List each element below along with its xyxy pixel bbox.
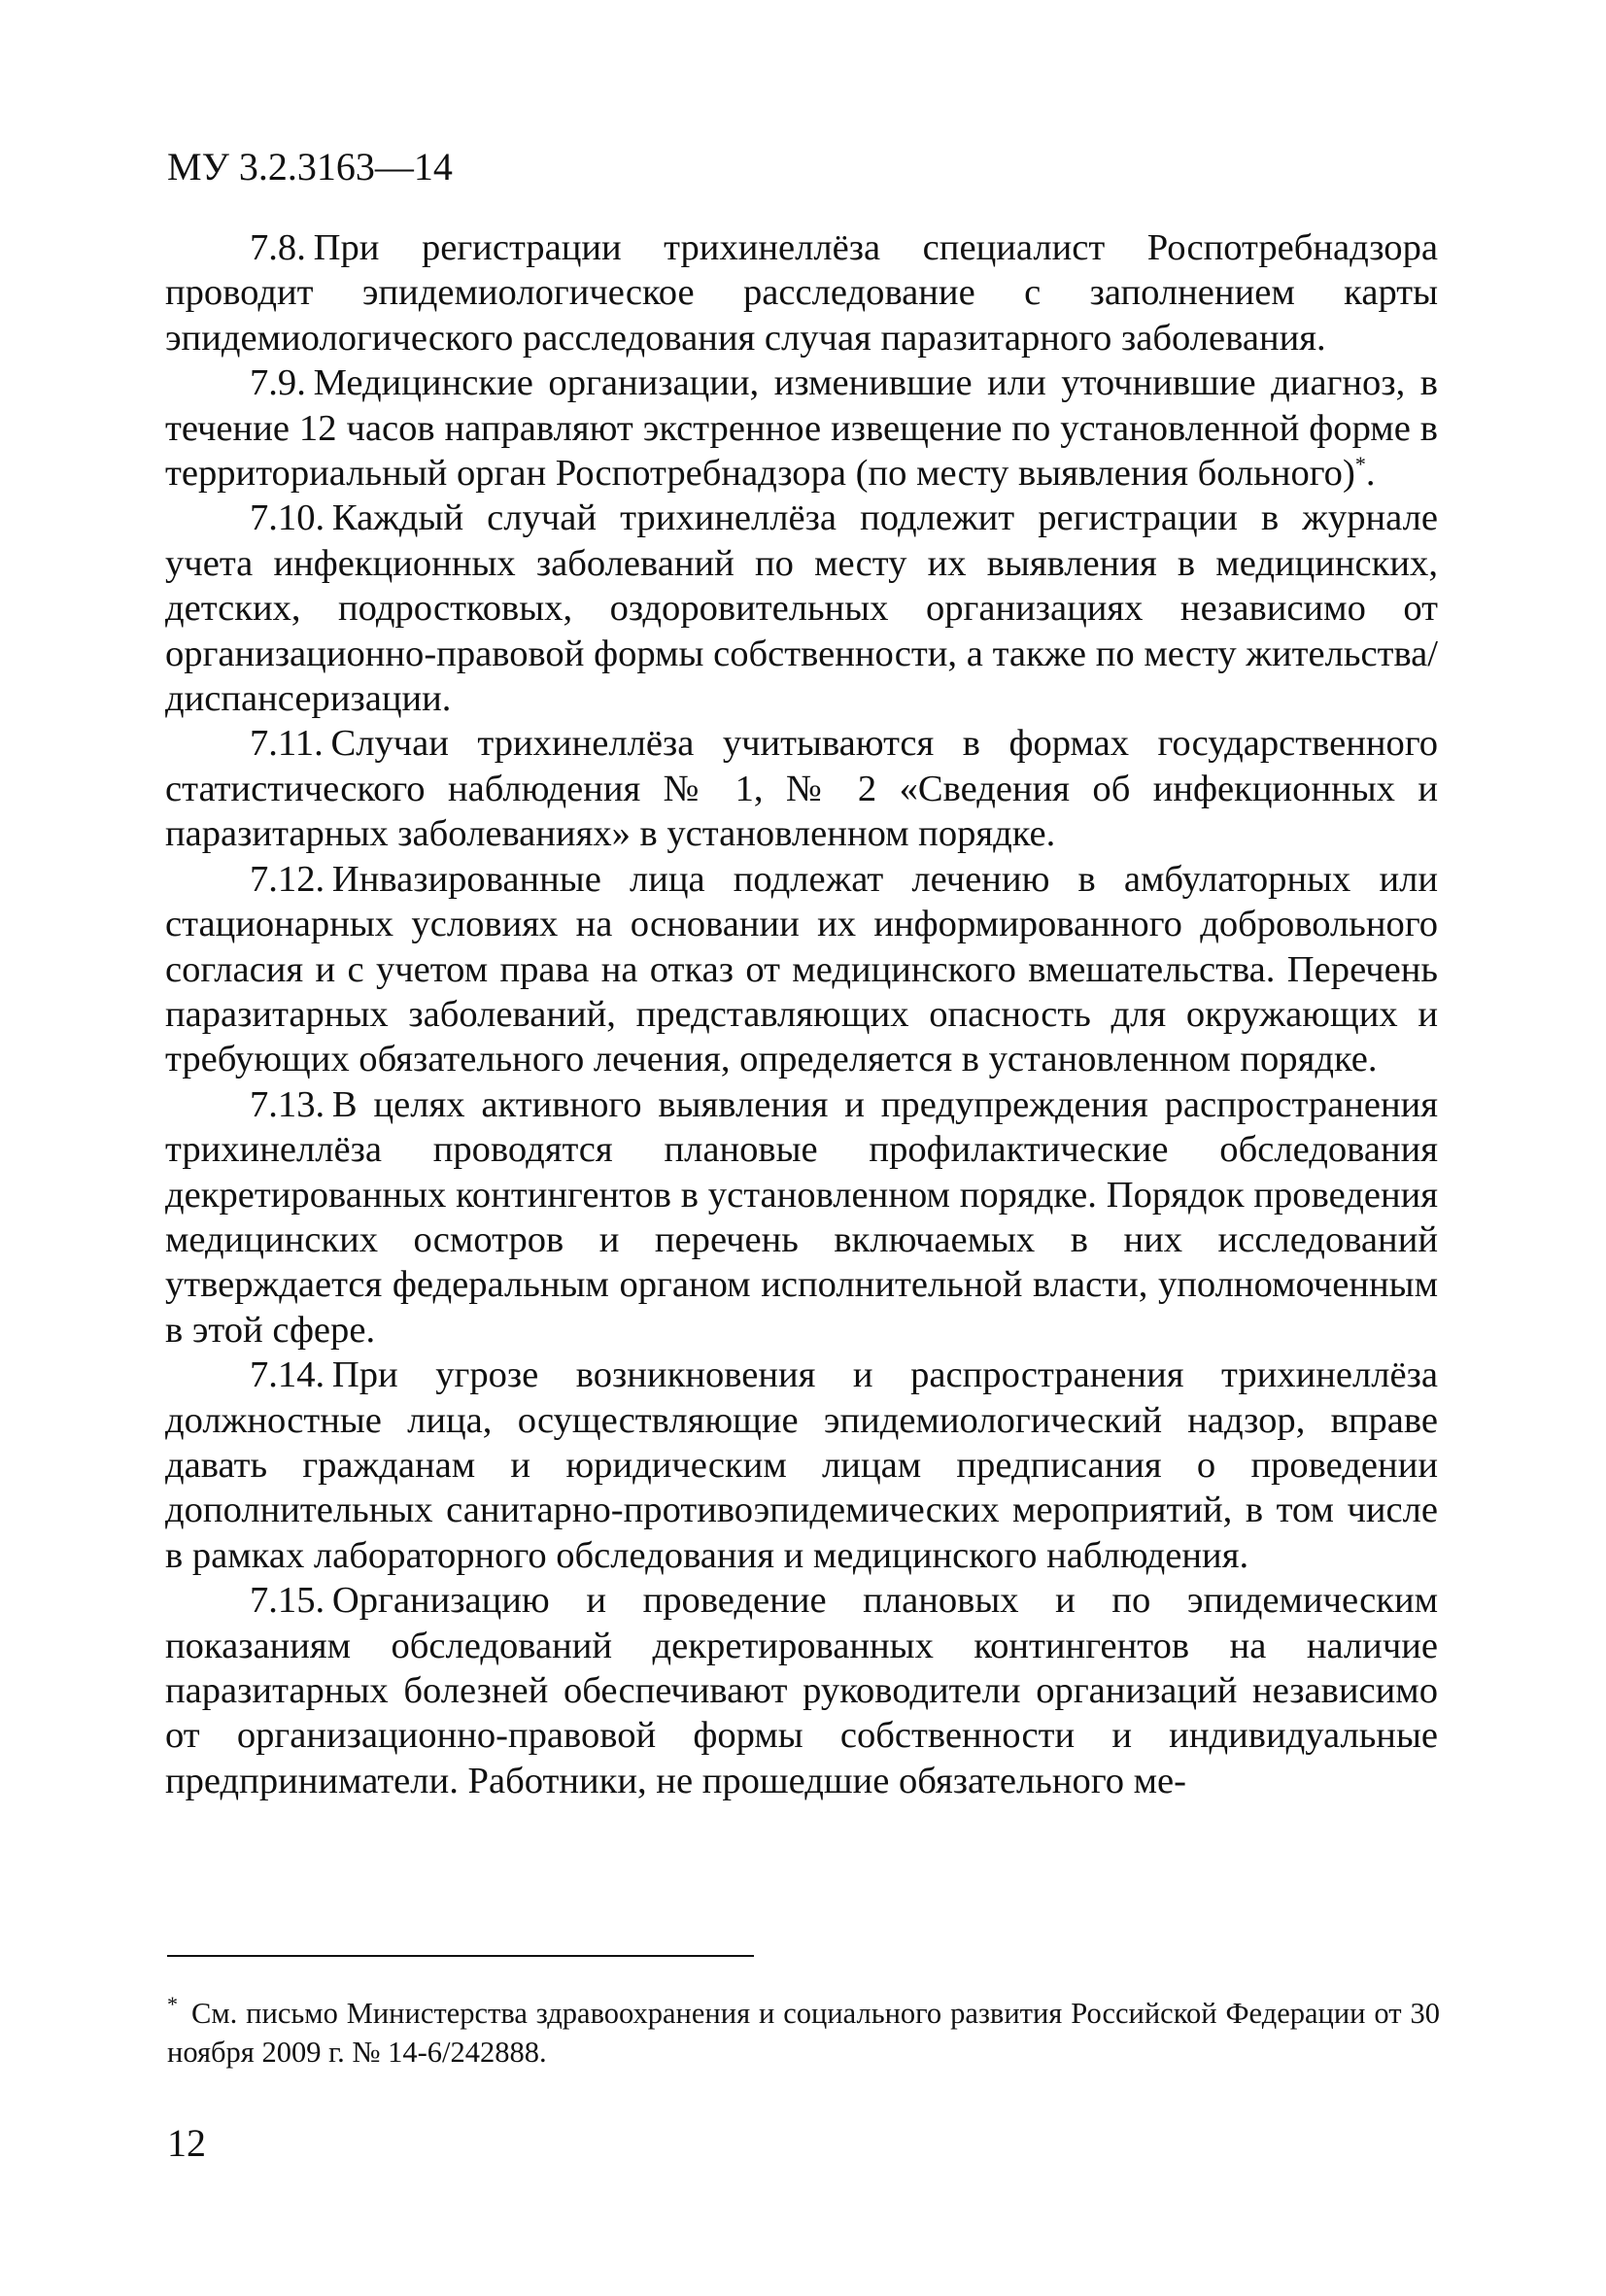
paragraph-number: 7.14. (250, 1354, 325, 1396)
paragraph-7-9 (165, 360, 1438, 496)
page-number: 12 (167, 2121, 206, 2165)
paragraph-number: 7.10. (250, 497, 325, 539)
paragraph-7-10 (165, 496, 1438, 721)
paragraph-7-15 (165, 1578, 1438, 1803)
body-text (165, 225, 1438, 1803)
paragraph-tail: . (1365, 453, 1376, 495)
paragraph-text: Инвазированные лица подлежат лечению в амбулаторных или стационарных условиях на основании их информированного добровольного согласия и с учетом права на отказ от медицинского вмешательства. Перечень паразитарных заболеваний, представляющих опасность для окружающих и требующих обязательного лечения, определяется в установленном порядке. (165, 858, 1438, 1080)
paragraph-number: 7.12. (250, 858, 325, 900)
paragraph-7-8 (165, 225, 1438, 360)
paragraph-number: 7.8. (250, 227, 306, 268)
paragraph-number: 7.9. (250, 362, 306, 404)
footnote (167, 1994, 1440, 2072)
footnote-divider (167, 1955, 754, 1957)
paragraph-7-11 (165, 721, 1438, 856)
paragraph-7-14 (165, 1353, 1438, 1578)
footnote-reference: * (1354, 452, 1366, 477)
paragraph-7-13 (165, 1082, 1438, 1353)
paragraph-text: Медицинские организации, изменившие или уточнившие диагноз, в течение 12 часов направляют экстренное извещение по установленной форме в территориальный орган Роспотребнадзора (по месту выявления больного) (165, 362, 1438, 495)
paragraph-number: 7.11. (250, 723, 324, 765)
paragraph-7-12 (165, 857, 1438, 1082)
footnote-text: См. письмо Министерства здравоохранения и социального развития Российской Федерации от 30 ноября 2009 г. № 14-6/242888. (167, 1997, 1440, 2069)
paragraph-text: При угрозе возникновения и распространения трихинеллёза должностные лица, осуществляющие эпидемиологический надзор, вправе давать гражданам и юридическим лицам предписания о проведении дополнительных санитарно-противоэпидемических мероприятий, в том числе в рамках лабораторного обследования и медицинского наблюдения. (165, 1354, 1438, 1576)
paragraph-text: Случаи трихинеллёза учитываются в формах государственного статистического наблюдения № 1, № 2 «Сведения об инфекционных и паразитарных заболеваниях» в установленном порядке. (165, 723, 1438, 855)
paragraph-number: 7.15. (250, 1580, 325, 1622)
paragraph-number: 7.13. (250, 1083, 325, 1125)
footnote-mark: * (167, 1992, 178, 2016)
paragraph-text: При регистрации трихинеллёза специалист Роспотребнадзора проводит эпидемиологическое расследование с заполнением карты эпидемиологического расследования случая паразитарного заболевания. (165, 227, 1438, 359)
paragraph-text: В целях активного выявления и предупреждения распространения трихинеллёза проводятся плановые профилактические обследования декретированных контингентов в установленном порядке. Порядок проведения медицинских осмотров и перечень включаемых в них исследований утверждается федеральным органом исполнительной власти, уполномоченным в этой сфере. (165, 1083, 1438, 1351)
paragraph-text: Каждый случай трихинеллёза подлежит регистрации в журнале учета инфекционных заболеваний по месту их выявления в медицинских, детских, подростковых, оздоровительных организациях независимо от организационно-правовой формы собственности, а также по месту жительства/диспансеризации. (165, 497, 1438, 720)
document-code-header: МУ 3.2.3163—14 (167, 145, 453, 188)
paragraph-text: Организацию и проведение плановых и по эпидемическим показаниям обследований декретированных контингентов на наличие паразитарных болезней обеспечивают руководители организаций независимо от организационно-правовой формы собственности и индивидуальные предприниматели. Работники, не прошедшие обязательного ме- (165, 1580, 1438, 1801)
